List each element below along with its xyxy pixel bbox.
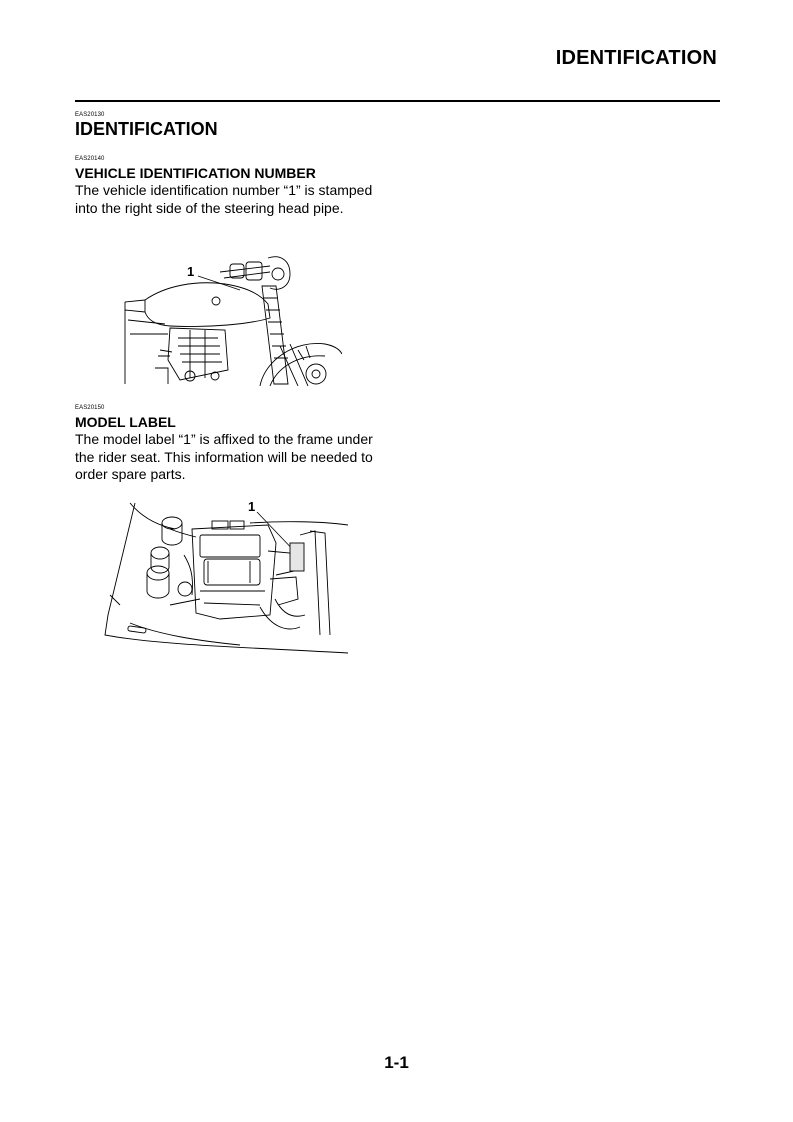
section-title: IDENTIFICATION — [75, 119, 218, 139]
running-header-title: IDENTIFICATION — [555, 47, 717, 69]
model-label-line-3: order spare parts. — [75, 466, 186, 482]
vin-figure-callout: 1 — [187, 264, 195, 279]
page-number: 1-1 — [384, 1053, 409, 1072]
vin-code: EAS20140 — [75, 156, 105, 162]
vin-line-2: into the right side of the steering head pipe. — [75, 199, 344, 216]
vin-paragraph — [75, 182, 395, 217]
vin-figure — [120, 250, 342, 386]
header-rule — [75, 100, 720, 102]
model-label-figure-callout: 1 — [248, 499, 256, 514]
model-label-line-1: The model label “1” is affixed to the frame under — [75, 431, 373, 447]
vin-line-1: The vehicle identification number “1” is stamped — [75, 182, 373, 198]
section-code: EAS20130 — [75, 112, 105, 118]
model-label-line-2: the rider seat. This information will be needed to — [75, 448, 373, 465]
model-label-heading: MODEL LABEL — [75, 414, 176, 430]
vin-heading: VEHICLE IDENTIFICATION NUMBER — [75, 165, 316, 181]
model-label-code: EAS20150 — [75, 405, 105, 411]
model-label-figure — [100, 495, 350, 660]
model-label-paragraph — [75, 431, 395, 484]
